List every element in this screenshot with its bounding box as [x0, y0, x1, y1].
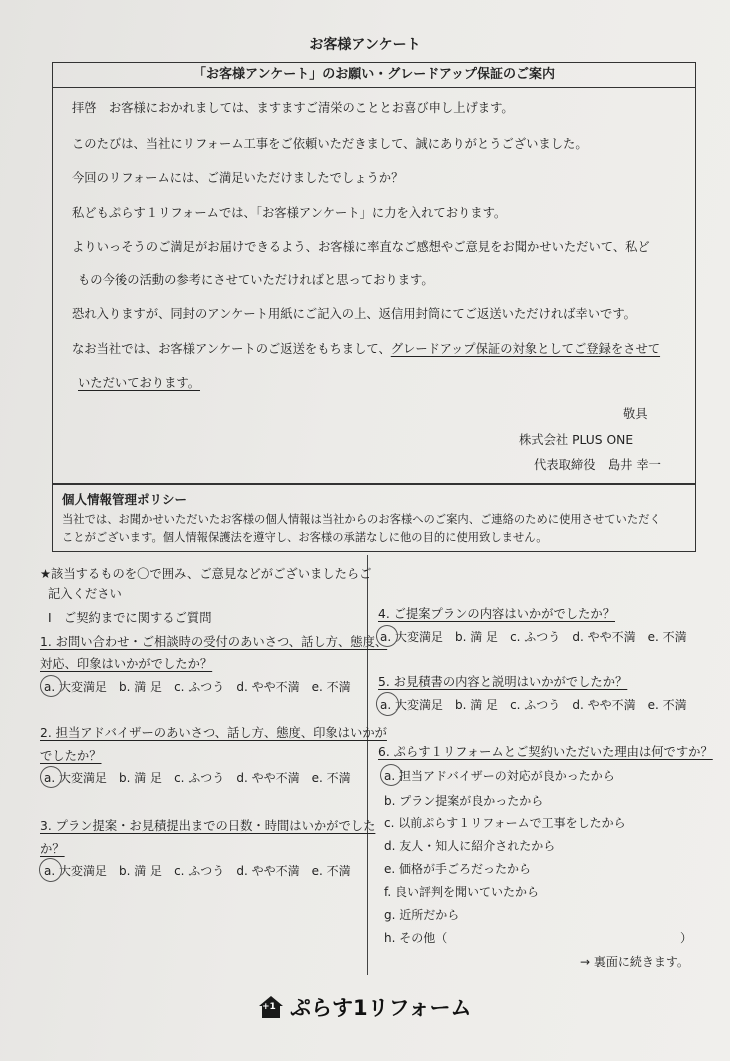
- option-d[interactable]: d. やや不満: [572, 698, 636, 712]
- letter-paragraph-1: 拝啓 お客様におかれましては、ますますご清栄のこととお喜び申し上げます。: [72, 101, 514, 115]
- question-2-line-1: 2. 担当アドバイザーのあいさつ、話し方、態度、印象はいかが: [40, 726, 387, 740]
- letter-paragraph-6: 恐れ入りますが、同封のアンケート用紙にご記入の上、返信用封筒にてご返送いただければ幸いです。: [72, 307, 636, 321]
- option-b[interactable]: b. 満 足: [455, 698, 499, 712]
- option-d[interactable]: d. やや不満: [236, 864, 300, 878]
- option-c[interactable]: c. ふつう: [510, 698, 561, 712]
- letter-paragraph-2: このたびは、当社にリフォーム工事をご依頼いただきまして、誠にありがとうございました。: [72, 137, 588, 151]
- instructions-line-2: 記入ください: [48, 587, 122, 601]
- question-2-line-2: でしたか？: [40, 749, 102, 763]
- question-2-options: [44, 769, 351, 786]
- option-a[interactable]: a. 大変満足: [380, 630, 443, 644]
- question-3-line-2: か？: [40, 842, 65, 856]
- company-name: 株式会社 PLUS ONE: [519, 433, 634, 447]
- letter-paragraph-5a: よりいっそうのご満足がお届けできるよう、お客様に率直なご感想やご意見をお聞かせいただいて、私ど: [72, 240, 650, 254]
- section-heading: Ⅰ ご契約までに関するご質問: [48, 611, 212, 625]
- privacy-line-1: 当社では、お聞かせいただいたお客様の個人情報は当社からのお客様へのご案内、ご連絡のために使用させていただく: [62, 513, 661, 526]
- option-d[interactable]: d. やや不満: [572, 630, 636, 644]
- logo-text: ぷらす1リフォーム: [290, 996, 472, 1020]
- answer-circle: [38, 673, 65, 700]
- letter-paragraph-4: 私どもぷらす１リフォームでは、「お客様アンケート」に力を入れております。: [72, 206, 507, 220]
- option-a[interactable]: a. 大変満足: [44, 771, 107, 785]
- option-a[interactable]: a. 大変満足: [44, 864, 107, 878]
- option-d[interactable]: d. やや不満: [236, 680, 300, 694]
- option-e[interactable]: e. 不満: [311, 864, 351, 878]
- guarantee-text: グレードアップ保証の対象としてご登録をさせて: [390, 342, 661, 356]
- reason-f[interactable]: f. 良い評判を聞いていたから: [384, 885, 539, 899]
- letter-paragraph-7b: いただいております。: [78, 376, 200, 390]
- question-1-line-1: 1. お問い合わせ・ご相談時の受付のあいさつ、話し方、態度、: [40, 635, 388, 649]
- privacy-line-2: ことがございます。個人情報保護法を遵守し、お客様の承諾なしに他の目的に使用致しません。: [62, 531, 548, 544]
- reason-h-close: ）: [680, 931, 693, 945]
- question-4: 4. ご提案プランの内容はいかがでしたか？: [378, 607, 615, 621]
- reason-e[interactable]: e. 価格が手ごろだったから: [384, 862, 532, 876]
- option-c[interactable]: c. ふつう: [174, 771, 225, 785]
- option-e[interactable]: e. 不満: [647, 630, 687, 644]
- question-1-line-2: 対応、印象はいかがでしたか？: [40, 657, 213, 671]
- rep-name: 島井 幸一: [607, 458, 661, 472]
- option-c[interactable]: c. ふつう: [174, 680, 225, 694]
- option-b[interactable]: b. 満 足: [119, 680, 163, 694]
- letter-paragraph-7a: [72, 339, 660, 357]
- column-divider: [367, 555, 368, 975]
- letter-paragraph-5b: もの今後の活動の参考にさせていただければと思っております。: [78, 273, 434, 287]
- question-3-line-1: 3. プラン提案・お見積提出までの日数・時間はいかがでした: [40, 819, 376, 833]
- answer-circle: [38, 764, 65, 791]
- privacy-title: 個人情報管理ポリシー: [62, 492, 188, 507]
- reason-d[interactable]: d. 友人・知人に紹介されたから: [384, 839, 556, 853]
- question-1-options: [44, 678, 351, 695]
- question-6: 6. ぷらす１リフォームとご契約いただいた理由は何ですか？: [378, 745, 713, 759]
- reason-a[interactable]: a. 担当アドバイザーの対応が良かったから: [384, 769, 615, 783]
- option-a[interactable]: a. 大変満足: [44, 680, 107, 694]
- reason-g[interactable]: g. 近所だから: [384, 908, 460, 922]
- reason-c[interactable]: c. 以前ぷらす１リフォームで工事をしたから: [384, 816, 626, 830]
- question-3-options: [44, 862, 351, 879]
- question-5: 5. お見積書の内容と説明はいかがでしたか？: [378, 675, 628, 689]
- option-c[interactable]: c. ふつう: [510, 630, 561, 644]
- question-4-options: [380, 628, 687, 645]
- answer-circle: [378, 762, 405, 789]
- continue-note: → 裏面に続きます。: [580, 955, 689, 969]
- option-b[interactable]: b. 満 足: [119, 771, 163, 785]
- option-d[interactable]: d. やや不満: [236, 771, 300, 785]
- option-e[interactable]: e. 不満: [647, 698, 687, 712]
- option-e[interactable]: e. 不満: [311, 680, 351, 694]
- representative: [534, 455, 661, 473]
- option-b[interactable]: b. 満 足: [455, 630, 499, 644]
- instructions-line-1: ★該当するものを〇で囲み、ご意見などがございましたらご: [40, 567, 372, 581]
- reason-b[interactable]: b. プラン提案が良かったから: [384, 794, 544, 808]
- option-b[interactable]: b. 満 足: [119, 864, 163, 878]
- logo-icon-text: +1: [262, 1002, 276, 1012]
- letter-text: なお当社では、お客様アンケートのご返送をもちまして、: [72, 342, 391, 356]
- option-c[interactable]: c. ふつう: [174, 864, 225, 878]
- question-5-options: [380, 696, 687, 713]
- option-a[interactable]: a. 大変満足: [380, 698, 443, 712]
- answer-circle: [373, 689, 401, 718]
- rep-title: 代表取締役: [534, 458, 596, 472]
- option-e[interactable]: e. 不満: [311, 771, 351, 785]
- page-title: お客様アンケート: [309, 37, 421, 53]
- letter-heading: 「お客様アンケート」のお願い・グレードアップ保証のご案内: [53, 63, 695, 88]
- answer-circle: [36, 855, 64, 884]
- closing-text: 敬具: [623, 407, 648, 421]
- brand-logo: [258, 992, 472, 1022]
- reason-h[interactable]: h. その他（: [384, 931, 448, 945]
- letter-paragraph-3: 今回のリフォームには、ご満足いただけましたでしょうか？: [72, 171, 404, 185]
